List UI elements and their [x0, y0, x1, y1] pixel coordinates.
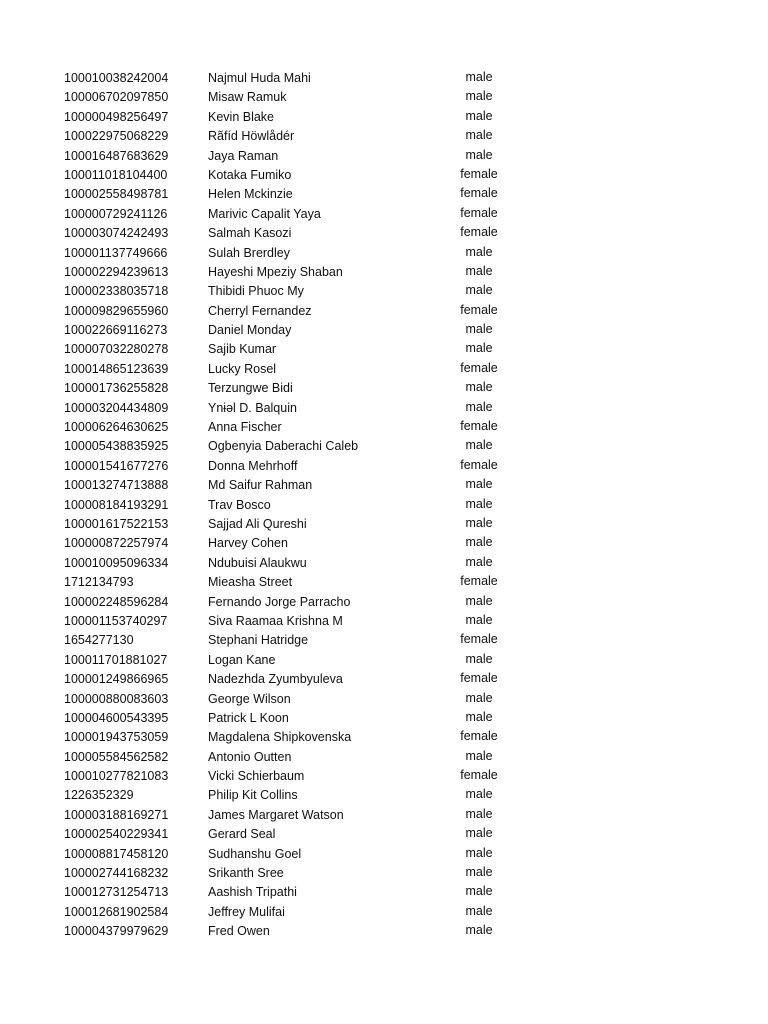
table-row: [0, 88, 768, 107]
user-id-cell: 100010038242004: [64, 71, 169, 85]
gender-cell: male: [465, 826, 493, 841]
table-row: [0, 767, 768, 786]
table-row: [0, 612, 768, 631]
gender-cell: male: [465, 147, 493, 162]
user-name-cell: Mieasha Street: [208, 575, 293, 590]
user-id-cell: 100022975068229: [64, 129, 169, 144]
user-name-cell: George Wilson: [208, 691, 291, 706]
user-id-cell: 100001736255828: [64, 381, 169, 396]
user-id-cell: 100000729241126: [64, 206, 168, 221]
table-row: [0, 786, 768, 805]
gender-cell: male: [465, 535, 493, 550]
gender-cell: male: [465, 380, 493, 395]
gender-cell: male: [465, 787, 493, 802]
user-id-cell: 100001249866965: [64, 672, 169, 687]
user-id-cell: 1226352329: [64, 788, 134, 803]
table-row: [0, 709, 768, 728]
user-name-cell: Donna Mehrhoff: [208, 458, 298, 473]
gender-cell: female: [460, 419, 498, 434]
table-row: [0, 534, 768, 553]
user-id-cell: 100003188169271: [64, 807, 169, 822]
table-row: [0, 515, 768, 534]
table-row: [0, 360, 768, 379]
user-name-cell: Trav Bosco: [208, 497, 271, 512]
table-row: [0, 127, 768, 146]
user-id-cell: 100011701881027: [64, 652, 168, 667]
user-id-cell: 100002540229341: [64, 827, 169, 842]
gender-cell: female: [460, 632, 498, 647]
gender-cell: male: [465, 612, 493, 627]
user-id-cell: 100008184193291: [64, 497, 169, 512]
user-name-cell: Ndubuisi Alaukwu: [208, 555, 307, 570]
gender-cell: male: [465, 884, 493, 899]
table-row: [0, 845, 768, 864]
gender-cell: male: [465, 399, 493, 414]
gender-cell: male: [465, 438, 493, 453]
user-id-cell: 100004379979629: [64, 924, 169, 939]
user-id-cell: 1654277130: [64, 633, 134, 648]
user-name-cell: Magdalena Shipkovenska: [208, 730, 352, 745]
gender-cell: male: [465, 806, 493, 821]
user-name-cell: Cherryl Fernandez: [208, 303, 312, 318]
table-row: [0, 922, 768, 941]
user-id-cell: 100008817458120: [64, 846, 169, 861]
table-row: [0, 806, 768, 825]
gender-cell: female: [460, 457, 498, 472]
gender-cell: male: [465, 477, 493, 492]
user-name-cell: Ynɨəl D. Balquin: [208, 400, 297, 415]
table-row: [0, 670, 768, 689]
user-name-cell: Md Saifur Rahman: [208, 478, 313, 493]
gender-cell: male: [465, 903, 493, 918]
user-name-cell: Kevin Blake: [208, 109, 275, 124]
gender-cell: female: [460, 225, 498, 240]
table-row: [0, 631, 768, 650]
user-name-cell: Aashish Tripathi: [208, 885, 297, 900]
table-row: [0, 379, 768, 398]
user-name-cell: Srikanth Sree: [208, 866, 284, 881]
gender-cell: male: [465, 845, 493, 860]
user-id-cell: 100012731254713: [64, 885, 169, 900]
user-name-cell: Sudhanshu Goel: [208, 846, 302, 861]
user-name-cell: Siva Raamaa Krishna M: [208, 613, 343, 628]
gender-cell: male: [465, 923, 493, 938]
user-id-cell: 100012681902584: [64, 904, 169, 919]
user-id-cell: 100003074242493: [64, 226, 169, 241]
user-name-cell: Fred Owen: [208, 924, 270, 939]
user-name-cell: Gerard Seal: [208, 827, 276, 842]
user-name-cell: Jaya Raman: [208, 148, 279, 163]
user-name-cell: Kotaka Fumiko: [208, 167, 292, 182]
gender-cell: female: [460, 302, 498, 317]
user-name-cell: Salmah Kasozi: [208, 226, 292, 241]
data-table: [0, 69, 768, 942]
user-id-cell: 100001617522153: [64, 516, 169, 531]
gender-cell: male: [465, 748, 493, 763]
table-row: [0, 728, 768, 747]
user-name-cell: Terzungwe Bidi: [208, 381, 293, 396]
user-id-cell: 100001541677276: [64, 458, 169, 473]
table-row: [0, 205, 768, 224]
user-id-cell: 100000498256497: [64, 109, 169, 124]
gender-cell: female: [460, 360, 498, 375]
table-row: [0, 748, 768, 767]
table-row: [0, 185, 768, 204]
table-row: [0, 399, 768, 418]
user-name-cell: Logan Kane: [208, 652, 276, 667]
table-row: [0, 244, 768, 263]
table-row: [0, 224, 768, 243]
gender-cell: female: [460, 574, 498, 589]
gender-cell: male: [465, 263, 493, 278]
user-id-cell: 100005584562582: [64, 749, 169, 764]
table-row: [0, 418, 768, 437]
user-id-cell: 100005438835925: [64, 439, 169, 454]
user-name-cell: Ogbenyia Daberachi Caleb: [208, 439, 359, 454]
table-row: [0, 282, 768, 301]
table-row: [0, 340, 768, 359]
user-id-cell: 100011018104400: [64, 167, 168, 182]
user-name-cell: Hayeshi Mpeziy Shaban: [208, 264, 343, 279]
gender-cell: female: [460, 768, 498, 783]
user-name-cell: Marivic Capalit Yaya: [208, 206, 321, 221]
user-id-cell: 100001137749666: [64, 245, 168, 260]
user-id-cell: 100013274713888: [64, 478, 169, 493]
user-name-cell: Fernando Jorge Parracho: [208, 594, 351, 609]
table-row: [0, 321, 768, 340]
gender-cell: female: [460, 205, 498, 220]
user-id-cell: 100000872257974: [64, 536, 169, 551]
table-row: [0, 263, 768, 282]
user-name-cell: Vicki Schierbaum: [208, 769, 305, 784]
user-id-cell: 100004600543395: [64, 710, 169, 725]
user-name-cell: Sajib Kumar: [208, 342, 277, 357]
user-id-cell: 100002744168232: [64, 866, 169, 881]
gender-cell: male: [465, 108, 493, 123]
user-name-cell: Sulah Brerdley: [208, 245, 290, 260]
user-name-cell: Najmul Huda Mahi: [208, 71, 311, 85]
table-row: [0, 573, 768, 592]
user-name-cell: Philip Kit Collins: [208, 788, 298, 803]
gender-cell: male: [465, 283, 493, 298]
gender-cell: male: [465, 89, 493, 104]
user-id-cell: 100000880083603: [64, 691, 169, 706]
user-name-cell: Antonio Outten: [208, 749, 292, 764]
user-name-cell: James Margaret Watson: [208, 807, 344, 822]
user-name-cell: Jeffrey Mulifai: [208, 904, 285, 919]
table-row: [0, 476, 768, 495]
user-id-cell: 100007032280278: [64, 342, 169, 357]
user-name-cell: Sajjad Ali Qureshi: [208, 516, 307, 531]
table-row: [0, 108, 768, 127]
user-id-cell: 100002558498781: [64, 187, 169, 202]
user-name-cell: Patrick L Koon: [208, 710, 289, 725]
gender-cell: female: [460, 729, 498, 744]
table-row: [0, 864, 768, 883]
user-name-cell: Nadezhda Zyumbyuleva: [208, 672, 343, 687]
table-row: [0, 690, 768, 709]
user-id-cell: 100002338035718: [64, 284, 169, 299]
gender-cell: male: [465, 341, 493, 356]
table-row: [0, 883, 768, 902]
user-name-cell: Helen Mckinzie: [208, 187, 293, 202]
table-row: [0, 69, 768, 88]
gender-cell: female: [460, 671, 498, 686]
gender-cell: male: [465, 709, 493, 724]
user-id-cell: 100001153740297: [64, 613, 168, 628]
user-id-cell: 100022669116273: [64, 323, 168, 338]
table-row: [0, 166, 768, 185]
gender-cell: male: [465, 244, 493, 259]
user-name-cell: Thibidi Phuoc My: [208, 284, 304, 299]
gender-cell: male: [465, 322, 493, 337]
table-row: [0, 457, 768, 476]
user-id-cell: 100002294239613: [64, 264, 169, 279]
table-row: [0, 496, 768, 515]
gender-cell: male: [465, 128, 493, 143]
table-row: [0, 825, 768, 844]
gender-cell: male: [465, 70, 493, 84]
user-id-cell: 100003204434809: [64, 400, 169, 415]
gender-cell: male: [465, 554, 493, 569]
user-id-cell: 100009829655960: [64, 303, 169, 318]
gender-cell: male: [465, 515, 493, 530]
user-name-cell: Harvey Cohen: [208, 536, 288, 551]
table-row: [0, 554, 768, 573]
gender-cell: male: [465, 651, 493, 666]
user-name-cell: Misaw Ramuk: [208, 90, 287, 105]
user-id-cell: 100016487683629: [64, 148, 169, 163]
user-id-cell: 1712134793: [64, 575, 134, 590]
user-id-cell: 100006702097850: [64, 90, 169, 105]
table-row: [0, 593, 768, 612]
user-name-cell: Lucky Rosel: [208, 361, 277, 376]
table-row: [0, 903, 768, 922]
user-id-cell: 100001943753059: [64, 730, 169, 745]
table-row: [0, 437, 768, 456]
gender-cell: male: [465, 593, 493, 608]
user-name-cell: Rãfíd Höwlådér: [208, 129, 295, 144]
gender-cell: female: [460, 166, 498, 181]
gender-cell: male: [465, 690, 493, 705]
user-id-cell: 100010095096334: [64, 555, 169, 570]
user-id-cell: 100010277821083: [64, 769, 169, 784]
table-row: [0, 651, 768, 670]
table-row: [0, 147, 768, 166]
gender-cell: female: [460, 186, 498, 201]
user-name-cell: Anna Fischer: [208, 420, 282, 435]
user-name-cell: Stephani Hatridge: [208, 633, 309, 648]
gender-cell: male: [465, 865, 493, 880]
user-id-cell: 100014865123639: [64, 361, 169, 376]
user-id-cell: 100006264630625: [64, 420, 169, 435]
user-name-cell: Daniel Monday: [208, 323, 292, 338]
gender-cell: male: [465, 496, 493, 511]
user-id-cell: 100002248596284: [64, 594, 169, 609]
table-row: [0, 302, 768, 321]
